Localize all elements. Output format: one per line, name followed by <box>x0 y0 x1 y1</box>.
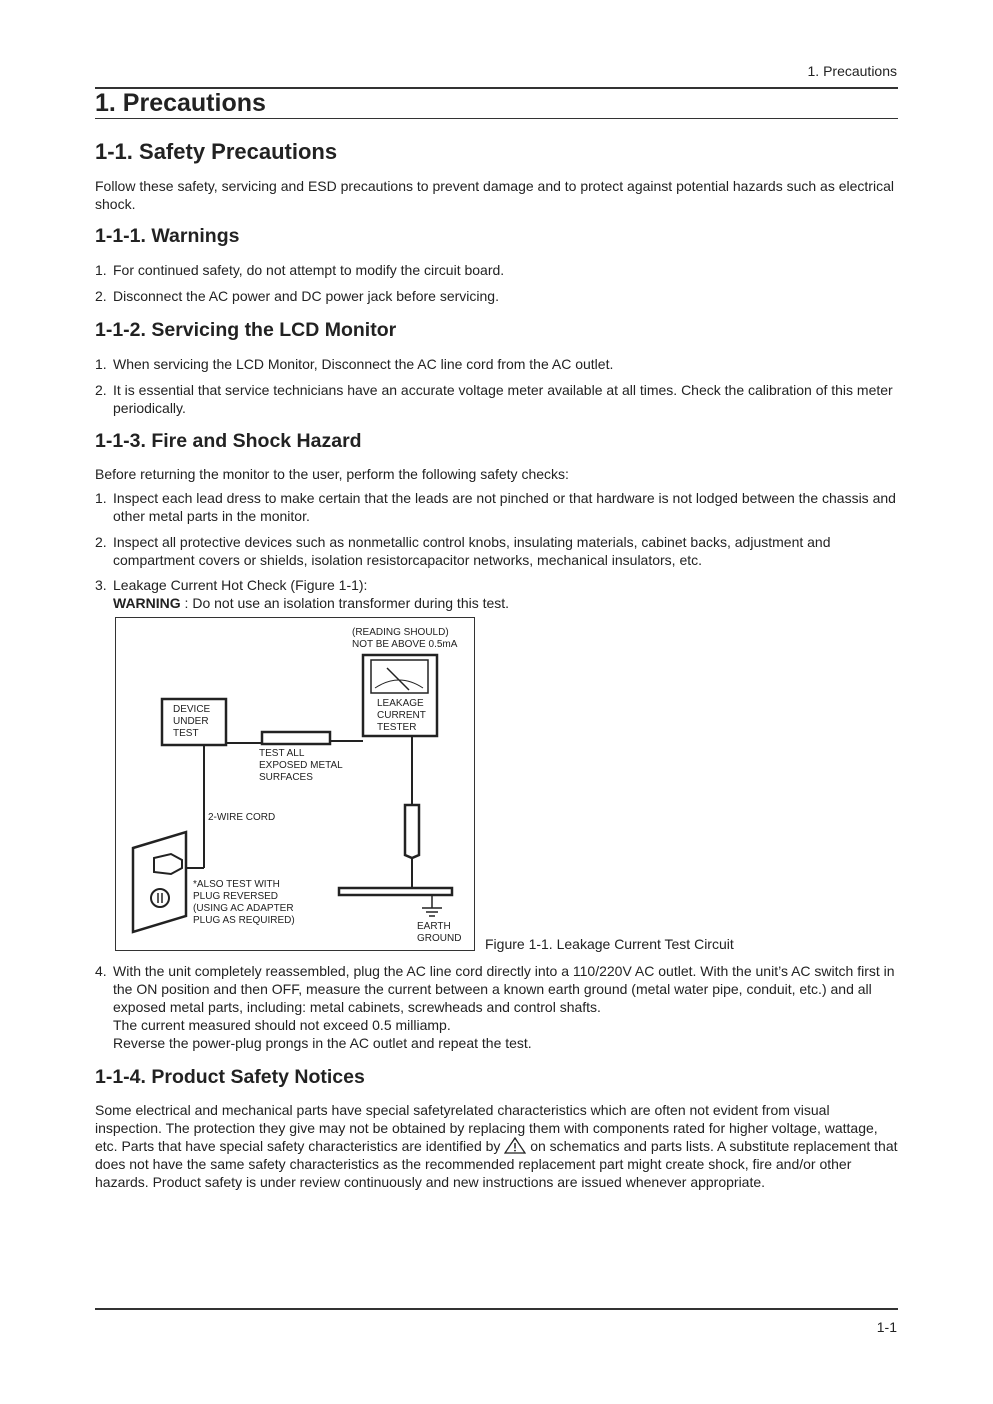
device-label-line2: UNDER <box>173 716 209 727</box>
list-text <box>113 576 900 612</box>
test-probe <box>262 732 330 744</box>
list-number: 2. <box>95 288 107 304</box>
plug-label-line2: PLUG REVERSED <box>193 891 279 902</box>
reading-label-line1: (READING SHOULD) <box>352 627 449 638</box>
list-number: 2. <box>95 534 107 550</box>
list-number: 2. <box>95 382 107 398</box>
surfaces-label-line3: SURFACES <box>259 772 313 783</box>
product-safety-text-part1: Some electrical and mechanical parts have special safetyrelated characteristics which are often not evident from visual inspection. The protection they give may not be obtained by replacing them with components rated for higher voltage, wattage, etc. Parts that have special safety characteristics are identified by <box>95 1102 878 1154</box>
item4-line1: With the unit completely reassembled, plug the AC line cord directly into a 110/220V AC outlet. With the unit’s AC switch first in the ON position and then OFF, measure the current between a known earth ground (metal water pipe, conduit, etc.) and all exposed metal parts, including: metal cabinets, screwheads and control shafts. <box>113 963 895 1015</box>
list-text: When servicing the LCD Monitor, Disconnect the AC line cord from the AC outlet. <box>113 356 614 372</box>
warning-triangle-icon <box>504 1137 526 1154</box>
plug-label-line1: *ALSO TEST WITH <box>193 879 280 890</box>
device-label-line3: TEST <box>173 728 199 739</box>
page-number: 1-1 <box>876 1319 897 1335</box>
list-item <box>95 355 900 373</box>
running-header: 1. Precautions <box>807 63 897 79</box>
plug <box>154 854 182 874</box>
section-heading-warnings: 1-1-1. Warnings <box>95 225 240 247</box>
list-item <box>95 533 900 569</box>
list-number: 1. <box>95 490 107 506</box>
list-item <box>95 576 900 612</box>
section-heading-servicing: 1-1-2. Servicing the LCD Monitor <box>95 319 397 341</box>
tester-label-line3: TESTER <box>377 722 417 733</box>
product-safety-text <box>95 1101 900 1191</box>
meter-needle <box>387 668 409 690</box>
earth-label-line2: GROUND <box>417 933 462 944</box>
list-text <box>113 962 900 1052</box>
list-item <box>95 381 900 417</box>
section-heading-safety-precautions: 1-1. Safety Precautions <box>95 139 338 164</box>
safety-intro: Follow these safety, servicing and ESD precautions to prevent damage and to protect against potential hazards such as electrical shock. <box>95 178 894 212</box>
list-text: It is essential that service technicians have an accurate voltage meter available at all times. Check the calibration of this meter periodically. <box>113 382 893 416</box>
meter-face <box>371 660 428 693</box>
list-item <box>95 261 900 279</box>
surfaces-label-line1: TEST ALL <box>259 748 305 759</box>
fire-shock-intro: Before returning the monitor to the user, perform the following safety checks: <box>95 466 569 482</box>
earth-label-line1: EARTH <box>417 921 451 932</box>
leakage-circuit-diagram <box>116 618 474 950</box>
resistor <box>405 805 419 858</box>
item4-line2: The current measured should not exceed 0.5 milliamp. <box>113 1017 451 1033</box>
list-item <box>95 962 900 1052</box>
tester-label-line1: LEAKAGE <box>377 698 424 709</box>
list-text: Inspect all protective devices such as nonmetallic control knobs, insulating materials, cabinet backs, adjustment and compartment covers or shields, isolation resistorcapacitor networks, mechanical insulators, etc. <box>113 534 831 568</box>
leakage-check-title: Leakage Current Hot Check (Figure 1-1): <box>113 577 368 593</box>
list-item <box>95 489 900 525</box>
list-number: 3. <box>95 577 107 593</box>
list-number: 4. <box>95 963 107 979</box>
meter-scale <box>375 680 423 688</box>
footer-rule <box>95 1308 898 1310</box>
warning-text: : Do not use an isolation transformer during this test. <box>180 595 510 611</box>
list-number: 1. <box>95 262 107 278</box>
plug-label-line4: PLUG AS REQUIRED) <box>193 915 295 926</box>
item4-line3: Reverse the power-plug prongs in the AC outlet and repeat the test. <box>113 1035 532 1051</box>
tester-label-line2: CURRENT <box>377 710 426 721</box>
section-heading-product-safety: 1-1-4. Product Safety Notices <box>95 1066 365 1088</box>
leakage-circuit-figure <box>115 617 475 951</box>
page-title: 1. Precautions <box>95 89 266 117</box>
figure-caption: Figure 1-1. Leakage Current Test Circuit <box>485 936 734 952</box>
product-safety-text-part2: on schematics and parts lists. A substitute replacement that does not have the same safety characteristics as the recommended replacement part might create shock, fire and/or other hazards. Product safety is under review continuously and new instructions are issued whenever appropriate. <box>95 1138 898 1190</box>
reading-label-line2: NOT BE ABOVE 0.5mA <box>352 639 458 650</box>
list-number: 1. <box>95 356 107 372</box>
cord-label: 2-WIRE CORD <box>208 812 276 823</box>
wall-outlet <box>133 832 186 932</box>
surfaces-label-line2: EXPOSED METAL <box>259 760 343 771</box>
list-text: Inspect each lead dress to make certain that the leads are not pinched or that hardware is not lodged between the chassis and other metal parts in the monitor. <box>113 490 896 524</box>
plug-label-line3: (USING AC ADAPTER <box>193 903 294 914</box>
outlet-socket <box>151 889 169 907</box>
title-rule <box>95 118 898 119</box>
section-heading-fire-shock: 1-1-3. Fire and Shock Hazard <box>95 430 362 452</box>
ground-plate <box>339 888 452 895</box>
list-item <box>95 287 900 305</box>
list-text: Disconnect the AC power and DC power jack before servicing. <box>113 288 499 304</box>
list-text: For continued safety, do not attempt to modify the circuit board. <box>113 262 505 278</box>
device-label-line1: DEVICE <box>173 704 211 715</box>
warning-label: WARNING <box>113 595 181 611</box>
